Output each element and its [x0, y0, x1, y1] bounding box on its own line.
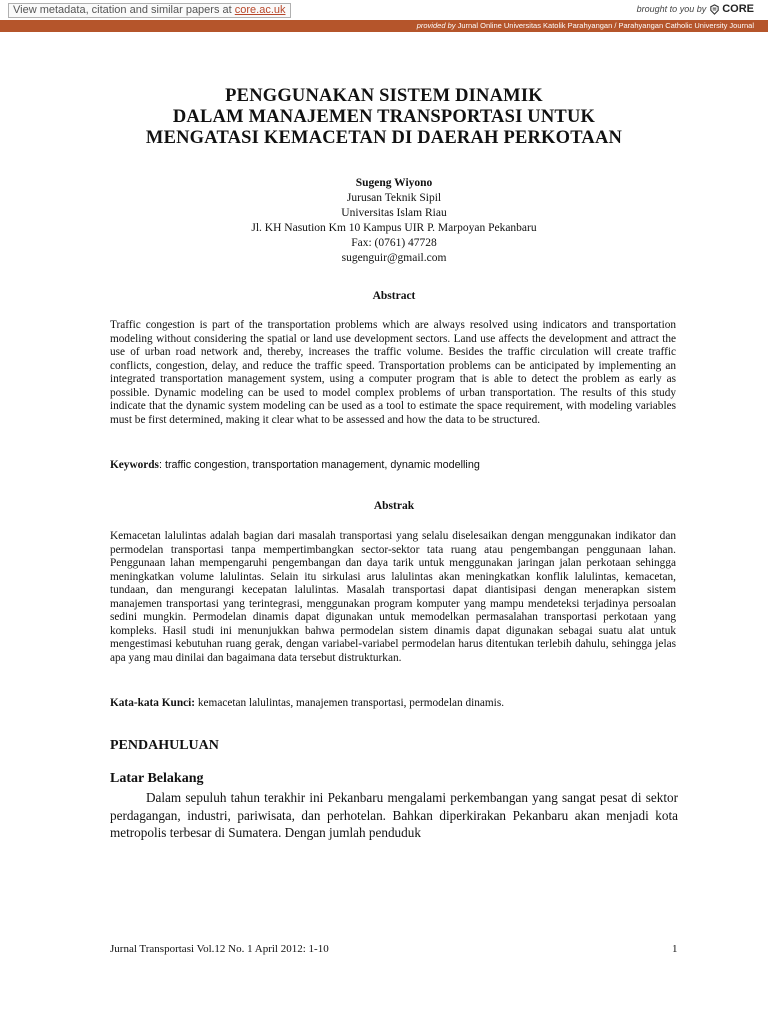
kata-kunci-text: kemacetan lalulintas, manajemen transportasi, permodelan dinamis.: [195, 697, 505, 709]
kata-kunci: [110, 696, 676, 710]
core-brought-by[interactable]: [637, 3, 754, 15]
core-logo-text: CORE: [722, 3, 754, 15]
footer-page-number: 1: [672, 943, 678, 955]
affiliation-department: Jurusan Teknik Sipil: [346, 192, 442, 204]
provided-by-text[interactable]: [417, 21, 754, 31]
provided-by-bar: [0, 20, 768, 32]
affiliation-fax: Fax: (0761) 47728: [351, 237, 437, 249]
keywords-label: Keywords: [110, 459, 159, 471]
brought-to-you-text: brought to you by: [636, 4, 707, 14]
author-block: [0, 176, 768, 266]
author-email: sugenguir@gmail.com: [341, 252, 447, 264]
core-metadata-text: View metadata, citation and similar papers at: [13, 4, 235, 16]
title-line-3: MENGATASI KEMACETAN DI DAERAH PERKOTAAN: [145, 128, 623, 148]
subsection-heading-latar-belakang: Latar Belakang: [110, 771, 204, 786]
section-heading-pendahuluan: PENDAHULUAN: [110, 738, 219, 753]
affiliation-university: Universitas Islam Riau: [341, 207, 447, 219]
kata-kunci-label: Kata-kata Kunci:: [110, 697, 196, 709]
abstract-text: Traffic congestion is part of the transportation problems which are always resolved using indicators and transportation modeling without considering the spatial or land use development sectors. Land use affects the development and attract the use of urban road network and, thereby, increases the traffic volume. Besides the traffic circulation will create traffic conflicts, congestion, delay, and reduce the traffic speed. Transportation problems can be anticipated by implementing an integrated transportation management system, using a computer program that is able to detect the problem as early as possible. Dynamic modeling can be used to model complex problems of urban transportation. The results of this study indicate that the dynamic system modeling can be used as a tool to estimate the space requirement, with modeling variables must be first determined, making it clear what to be assessed and how the data to be structured.: [110, 319, 676, 426]
paper-title: [0, 86, 768, 149]
title-line-2: DALAM MANAJEMEN TRANSPORTASI UNTUK: [172, 107, 596, 127]
core-logo[interactable]: [709, 3, 754, 15]
author-name: Sugeng Wiyono: [355, 177, 433, 189]
provided-by-source: Jurnal Online Universitas Katolik Parahyangan / Parahyangan Catholic University Journal: [457, 21, 754, 30]
core-banner: [0, 0, 768, 21]
abstract-heading: Abstract: [372, 290, 416, 302]
body-paragraph: Dalam sepuluh tahun terakhir ini Pekanbaru mengalami perkembangan yang sangat pesat di sektor perdagangan, industri, pariwisata, dan perhotelan. Bahkan diperkirakan Pekanbaru akan menjadi kota metropolis terbesar di Sumatera. Dengan jumlah penduduk: [110, 790, 678, 840]
core-logo-icon: [709, 4, 720, 15]
core-ac-uk-link[interactable]: core.ac.uk: [234, 4, 286, 16]
provided-by-prefix: provided by: [416, 21, 456, 30]
core-metadata-link-box[interactable]: [8, 3, 291, 18]
affiliation-address: Jl. KH Nasution Km 10 Kampus UIR P. Marpoyan Pekanbaru: [251, 222, 537, 234]
keywords: [110, 458, 676, 472]
title-line-1: PENGGUNAKAN SISTEM DINAMIK: [225, 86, 543, 106]
footer-journal: Jurnal Transportasi Vol.12 No. 1 April 2012: 1-10: [110, 943, 329, 955]
abstrak-heading: Abstrak: [373, 500, 415, 512]
abstrak-text: Kemacetan lalulintas adalah bagian dari masalah transportasi yang selalu diselesaikan dengan menggunakan indikator dan permodelan transportasi tanpa mempertimbangkan sector-sektor tata ruang atau pengembangan penggunaan lahan. Penggunaan lahan mempengaruhi pengembangan dan daya tarik untuk menggunakan jaringan jalan perkotaan sehingga meningkatkan volume lalulintas. Selain itu sirkulasi arus lalulintas akan meningkatkan konflik lalulintas, kemacetan, tundaan, dan mengurangi kecepatan lalulintas. Masalah transportasi dapat diantisipasi dengan menerapkan sistem manajemen transportasi yang terintegrasi, menggunakan program komputer yang mampu mendeteksi terjadinya persoalan sedini mungkin. Permodelan dinamis dapat digunakan untuk memodelkan permasalahan transportasi perkotaan yang kompleks. Hasil studi ini menunjukkan bahwa permodelan sistem dinamis dapat digunakan sebagai suatu alat untuk mengestimasi kebutuhan ruang gerak, dengan variabel-variabel permodelan harus ditentukan terlebih dahulu, sehingga jelas apa yang mau dinilai dan bagaimana data tersebut distrukturkan.: [110, 530, 676, 664]
keywords-text: : traffic congestion, transportation management, dynamic modelling: [158, 459, 480, 471]
